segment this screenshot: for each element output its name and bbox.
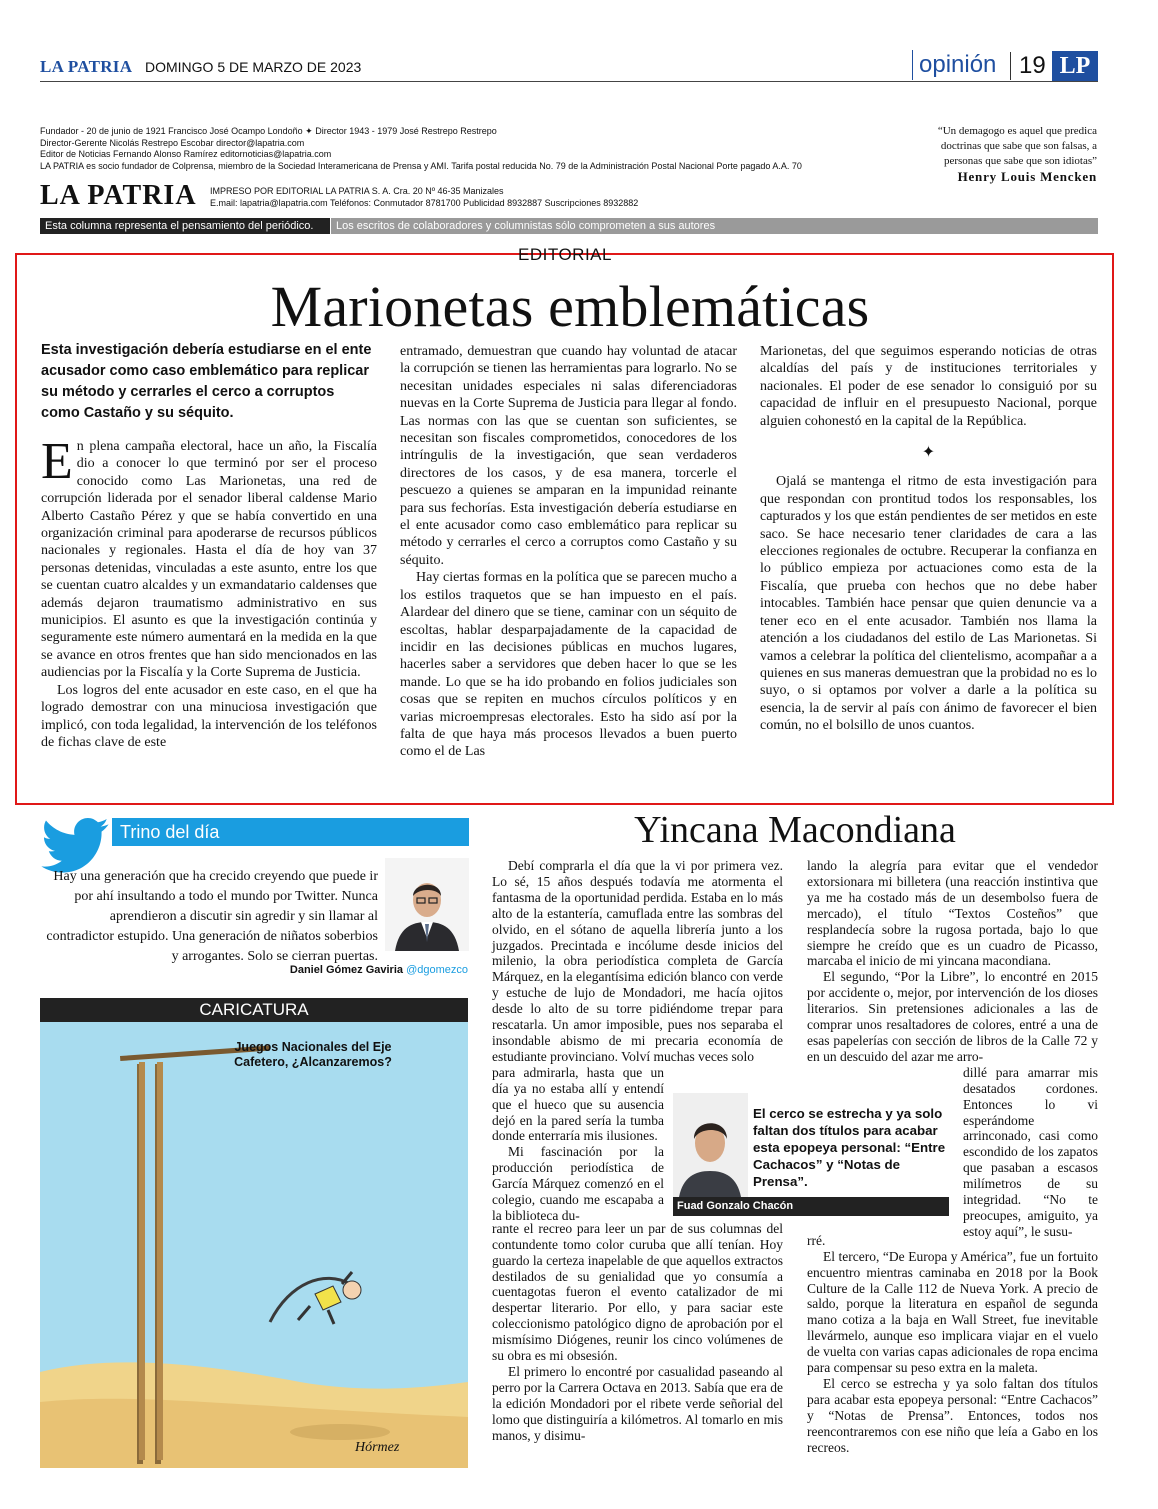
trino-title xyxy=(112,818,469,846)
imprint-line: IMPRESO POR EDITORIAL LA PATRIA S. A. Cra. 20 Nº 46-35 Manizales xyxy=(210,186,504,196)
paragraph: El primero lo encontré por casualidad paseando al perro por la Carrera Octava en 2013. Sabía que era de la edición Mondadori por el ribete verde señorial del lomo que distinguiría a kilómetros. Al tomarlo en mis manos, y disimu- xyxy=(492,1363,783,1443)
quote-box xyxy=(905,124,1097,184)
paragraph: entramado, demuestran que cuando hay voluntad de atacar la corrupción se tienen las herramientas para lograrlo. No se necesitan unidades especiales ni salas diferenciadoras nuevas en la Corte Suprema de Justicia para llegar al fondo. Las normas con las que se cuentan son suficientes, se necesitan son fiscales comprometidos, conocedores de los intríngulis de la investigación, que sean verdaderos directores de los casos, y de esa manera, torcerle el pescuezo a quienes se amparan en la impunidad reinante para sus fechorías. Esta investigación debería estudiarse en el ente acusador como caso emblemático para replicar su método y cerrarles el cerco a corruptos como Castaño y su séquito. xyxy=(400,344,737,568)
paragraph: El tercero, “De Europa y América”, fue un fortuito encuentro mientras caminaba en 2018 por la Book Culture de la Calle 112 de Nueva York. A precio de saldo, porque la literatura en español de segunda mano cotiza a la baja en Wall Street, fue inevitable llevármelo, aunque eso implicara viajar en el vuelo de vuelta con varias capas adicionales de ropa encima para compensar su peso extra en la maleta. xyxy=(807,1248,1098,1376)
caricature-caption: Juegos Nacionales del Eje Cafetero, ¿Alcanzaremos? xyxy=(234,1040,392,1069)
disclaimer-notice: Los escritos de colaboradores y columnistas sólo comprometen a sus autores xyxy=(331,218,1098,234)
quote-text: “Un demagogo es aquel que predica doctrinas que sabe que son falsas, a personas que sabe que son idiotas” xyxy=(937,125,1097,167)
pull-quote-text: El cerco se estrecha y ya solo faltan dos títulos para acabar esta epopeya personal: “Entre Cachacos” y “Notas de Prensa”. xyxy=(753,1106,946,1189)
issue-date: DOMINGO 5 DE MARZO DE 2023 xyxy=(145,59,362,75)
masthead-line: LA PATRIA es socio fundador de Colprensa, miembro de la Sociedad Interamericana de Prensa y AMI. Tarifa postal reducida No. 79 de la Administración Postal Nacional Porte pagado A.A. 70 xyxy=(40,160,802,171)
paragraph: rante el recreo para leer un par de sus columnas del contundente tomo color curuba que allí tenían. Hoy guardo la certeza inapelable de que aquellos extractos destilados de su genialidad que yo consumía a cuentagotas fueron el evento catalizador de mi despertar literario. Por ello, y para saciar este coleccionismo patológico digno de aprobación por el mismísimo Diógenes, reunir los cinco volúmenes de su obra es mi obsesión. xyxy=(492,1220,783,1364)
wrapped-text xyxy=(492,1065,664,1221)
column-title: Yincana Macondiana xyxy=(634,809,956,851)
imprint-line: E.mail: lapatria@lapatria.com Teléfonos: Conmutador 8781700 Publicidad 8932887 Suscripciones 8932882 xyxy=(210,197,639,208)
editorial-label: EDITORIAL xyxy=(518,245,612,264)
paragraph: Mi fascinación por la producción periodística de García Márquez comenzó en el colegio, cuando me escapaba a la biblioteca du- xyxy=(492,1144,664,1223)
masthead-line: Director-Gerente Nicolás Restrepo Escobar director@lapatria.com xyxy=(40,137,305,148)
drop-cap: E xyxy=(41,433,73,490)
trino-title-text: Trino del día xyxy=(120,822,220,842)
masthead-line: Fundador - 20 de junio de 1921 Francisco José Ocampo Londoño ✦ Director 1943 - 1979 José Restrepo Restrepo xyxy=(40,126,497,136)
masthead-line: Editor de Noticias Fernando Alonso Ramírez editornoticias@lapatria.com xyxy=(40,149,332,159)
caricature-drawing xyxy=(40,1022,468,1468)
masthead-logo: LA PATRIA xyxy=(40,180,197,211)
quote-author: Henry Louis Mencken xyxy=(957,169,1097,184)
trino-author-name: Daniel Gómez Gaviria xyxy=(289,964,404,976)
author-photo xyxy=(385,858,469,951)
page-number: 19 xyxy=(1019,52,1046,79)
header-divider xyxy=(1010,52,1011,80)
editorial-column-3 xyxy=(760,343,1097,735)
paragraph: para admirarla, hasta que un día ya no estaba allí y entendí que el hueco que su ausencia dejó en la pared sería la tumba donde enterraría mis ilusiones. xyxy=(492,1064,664,1144)
paragraph: Hay ciertas formas en la política que se parecen mucho a los estilos traquetos que se han impuesto en el país. Alardear del dinero que se tiene, caminar con un séquito de escoltas, hablar desparpajadamente de la capacidad de incidir en las decisiones públicas en muchos lugares, hacerles saber a servidores que deben hacer lo que se les mande. Lo que se ha ido probando en folios judiciales son cosas que se repiten en muchos círculos políticos y en varias microempresas electorales. Esto ha sido así por la falta de que haya más procesos llevados a buen puerto como el de Las xyxy=(400,570,737,760)
columnist-name: Fuad Gonzalo Chacón xyxy=(673,1197,949,1216)
editorial-column-2 xyxy=(400,343,737,761)
editorial-lead: Esta investigación debería estudiarse en el ente acusador como caso emblemático para replicar su método y cerrarles el cerco a corruptos como Castaño y su séquito. xyxy=(41,342,372,421)
trino-handle[interactable]: @dgomezco xyxy=(406,964,468,976)
paragraph: Marionetas, del que seguimos esperando noticias de otras alcaldías del país y de instituciones territoriales y nacionales. El poder de ese senador lo consiguió por su capacidad de influir en el presupuesto Nacional, porque alguien cohonestó en la capital de la República. xyxy=(760,344,1097,429)
trino-author xyxy=(200,964,468,976)
separator-star-icon: ✦ xyxy=(921,444,936,462)
twitter-bird-icon xyxy=(40,815,118,875)
header-rule xyxy=(40,81,1098,82)
caricature-title: CARICATURA xyxy=(40,998,468,1022)
trino-text: Hay una generación que ha crecido creyendo que puede ir por ahí insultando a todo el mundo por Twitter. Nunca aprendieron a discutir sin agredir y sin llamar al contradictor estupido. Una generación de niñatos soberbios y arrogantes. Solo se cierran puertas. xyxy=(46,869,378,964)
section-name: opinión xyxy=(912,50,996,80)
editorial-title: Marionetas emblemáticas xyxy=(270,274,870,339)
paragraph: rré. xyxy=(807,1232,826,1248)
brand-name: LA PATRIA xyxy=(40,57,133,76)
imprint xyxy=(210,186,638,209)
paragraph: lando la alegría para evitar que el vendedor extorsionara mi billetera (una reacción instintiva que ya me ha costado más de un desembolso fuera de mercado), el título “Textos Costeños” que resplandecía sobre la rugosa portada, bajo lo que siempre he creído que es un cuadro de Picasso, marcaba el inicio de mi yincana macondiana. xyxy=(807,858,1098,969)
editorial-column-1 xyxy=(41,433,377,751)
lp-logo: LP xyxy=(1052,51,1098,81)
paragraph: n plena campaña electoral, hace un año, la Fiscalía dio a conocer lo que terminó por ser el proceso conocido como Las Marionetas, una red de corrupción liderada por el senador liberal caldense Mario Alberto Castaño Pérez y que se había convertido en una organización criminal para apoderarse de recursos públicos nacionales y regionales. Hasta el día de hoy van 37 personas detenidas, vinculadas a este asunto, entre los que se cuentan cuatro alcaldes y un exmandatario caldenses que además dejaron traumatismo administrativo en sus municipios. El asunto es que la investigación continúa y seguramente este número aumentará en la medida en la que se avance en otros frentes que han sido mencionados en las audiencias por la Fiscalía y la Corte Suprema de Justicia. xyxy=(41,439,377,681)
paragraph: El cerco se estrecha y ya solo faltan dos títulos para acabar esta epopeya personal: “Entre Cachacos” y “Notas de Prensa”. Entonces, todos nos reencontraremos con ese niño que leía a Gabo en los recreos. xyxy=(807,1375,1098,1455)
columnist-photo xyxy=(673,1093,748,1197)
paragraph: Los logros del ente acusador en este caso, en el que ha logrado demostrar con una minuciosa investigación que implicó, con toda legalidad, la intervención de los teléfonos de fichas clave de este xyxy=(41,682,377,750)
paragraph: Ojalá se mantenga el ritmo de esta investigación para que respondan con prontitud todos los responsables, los capturados y los que están pendientes de ser metidos en este saco. Se hace necesario tener claridades de cara a las elecciones regionales de octubre. Recuperar la confianza en lo público empieza por actuaciones como esta de la Fiscalía, que prueba con hechos que no debe haber intocables. También hace pensar que quien denuncie va a tener eco en el ente acusador. También nos llama la atención a los ciudadanos del estilo de Las Marionetas. Si vamos a celebrar la política del clientelismo, acompañar a a quienes en sus maneras demuestran que la probidad no es lo suyo, o si optamos por volver a darle a la política su esencia, la de servir al país con ánimo de favorecer el bien común, no el bolsillo de unos cuantos. xyxy=(760,474,1097,734)
masthead-credits xyxy=(40,126,880,172)
paragraph: dillé para amarrar mis desatados cordones. Entonces lo vi esperándome arrinconado, casi como escondido de los zapatos que pasaban a escasos milímetros de su integridad. “No te preocupes, amiguito, ya estoy aquí”, le susu- xyxy=(963,1064,1098,1239)
paragraph: Debí comprarla el día que la vi por primera vez. Lo sé, 15 años después todavía me atormenta el fantasma de la oportunidad perdida. Estaba en lo más alto de la estantería, camuflada entre las sombras del olvido, en el sótano de aquella librería junto a los juzgados. Precintada e incólume desde inicios del milenio, la obra periodística completa de García Márquez, en la elegantísima edición blanco con verde y estuche de lujo de Mondadori, me hacía ojitos desde lo alto de su torre pidiéndome trepar para rescatarla. Un amor imposible, pues nos separaba el insondable abismo de mi precaria economía de estudiante provinciano. Volví muchas veces solo xyxy=(492,858,783,1064)
paragraph: El segundo, “Por la Libre”, lo encontré en 2015 por accidente o, mejor, por intervención de los dioses literarios. Sin pretensiones adicionales a las de comprar unos resaltadores de colores, entré a una de esas papelerías con sección de libros de la Calle 72 y en un descuido del azar me arro- xyxy=(807,969,1098,1064)
cartoonist-signature: Hórmez xyxy=(355,1440,400,1455)
editorial-notice: Esta columna representa el pensamiento del periódico. xyxy=(40,218,330,234)
